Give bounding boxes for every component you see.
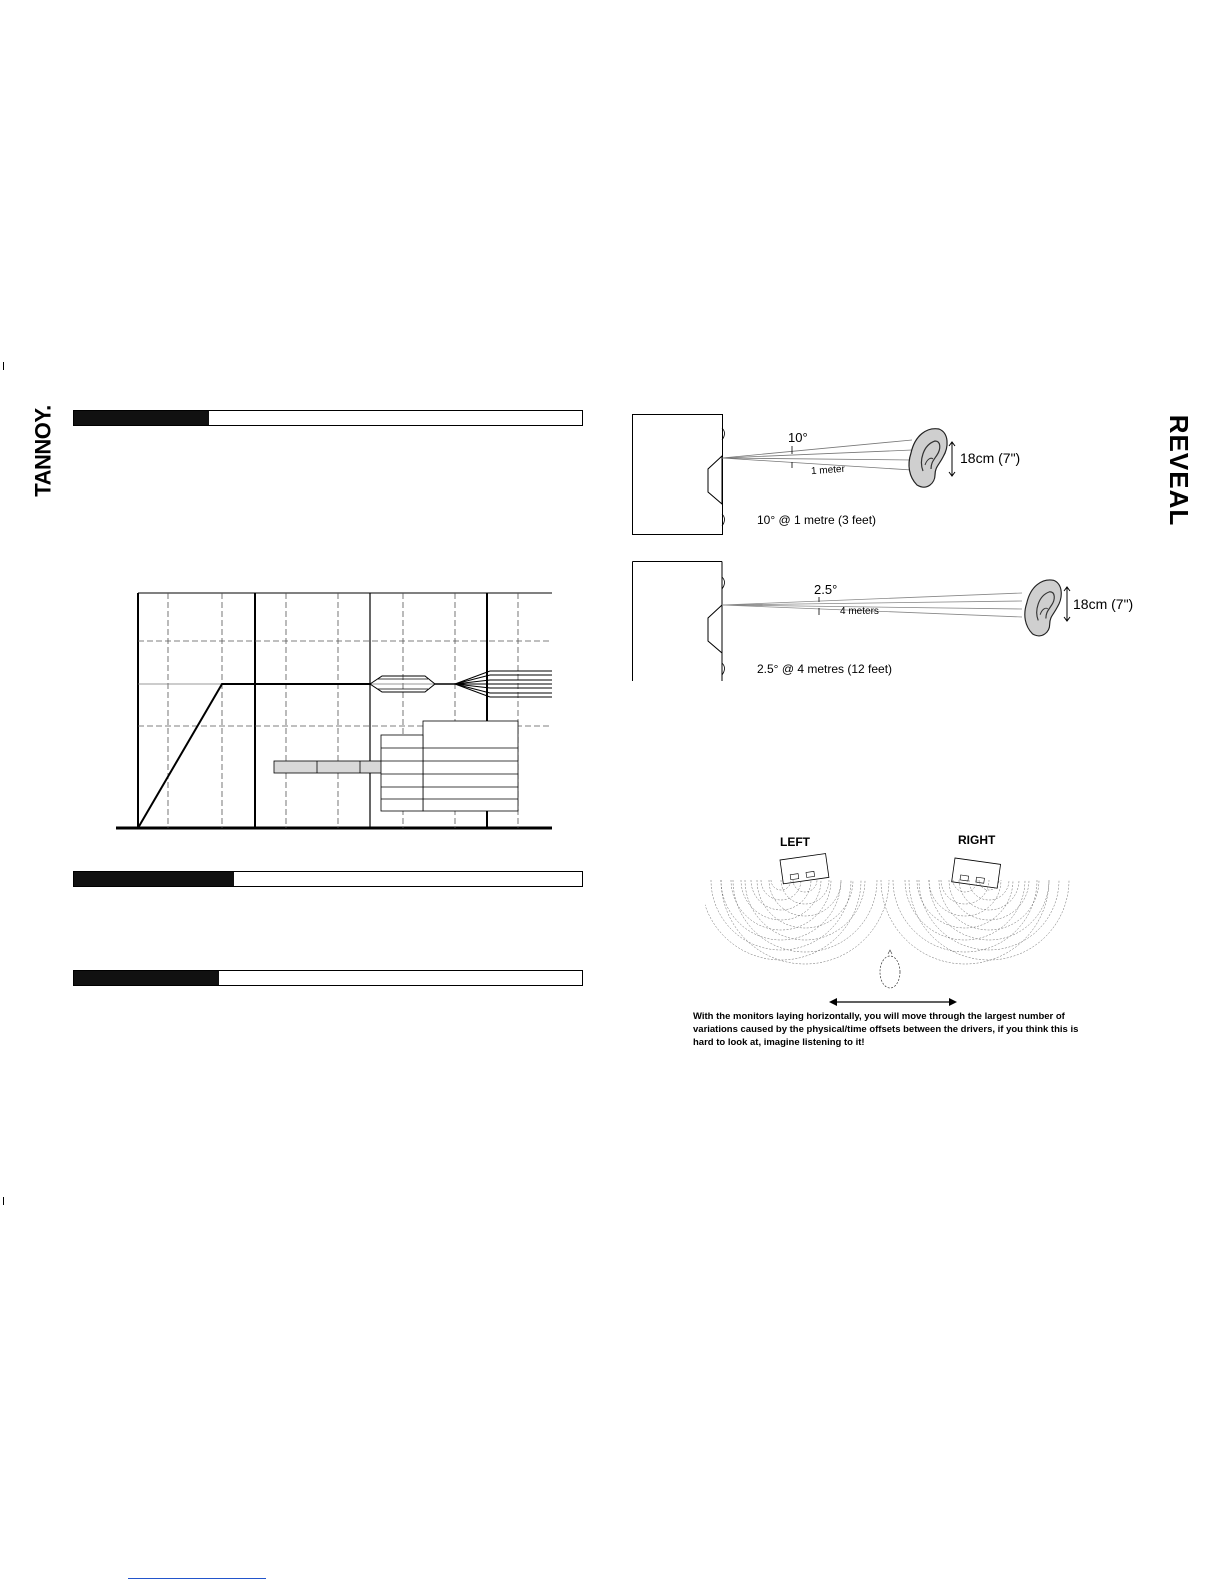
ear-size-label-1: 18cm (7") [960,450,1021,466]
ear-size-label-2: 18cm (7") [1073,596,1134,612]
crop-mark-top [3,362,4,370]
interference-pattern [705,850,1075,1010]
horizontal-monitors-caption: With the monitors laying horizontally, you will move through the largest number of variations caused by the physical/time offsets between the drivers, if you think this is hard to look at, imagine listening to it! [693,1011,1079,1048]
reveal-logo-text: REVEAL [1164,414,1195,527]
angle-label-10: 10° [788,430,808,445]
ear-icon [905,425,951,491]
left-monitor-label: LEFT [780,835,810,849]
right-monitor-label: RIGHT [958,833,996,847]
speaker-cabinet-2 [632,561,732,683]
tannoy-logo [14,405,64,497]
angle-label-2-5: 2.5° [814,582,838,597]
section-header-bar-3 [73,970,583,986]
tannoy-logo-text: TANNOY. [30,405,56,497]
section-header-bar-2 [73,871,583,887]
diagram-2-caption: 2.5° @ 4 metres (12 feet) [757,662,893,676]
footer-link-underline [128,1578,266,1579]
reveal-logo [1155,405,1205,535]
speaker-cabinet-1 [632,414,732,536]
crop-mark-bottom [3,1197,4,1205]
diagram-1-caption: 10° @ 1 metre (3 feet) [757,513,877,527]
distance-label-1m: 1 meter [810,463,846,478]
distance-label-4m: 4 meters [840,606,879,617]
response-graph [110,585,560,835]
section-header-bar-1 [73,410,583,426]
ear-icon-2 [1021,575,1065,641]
